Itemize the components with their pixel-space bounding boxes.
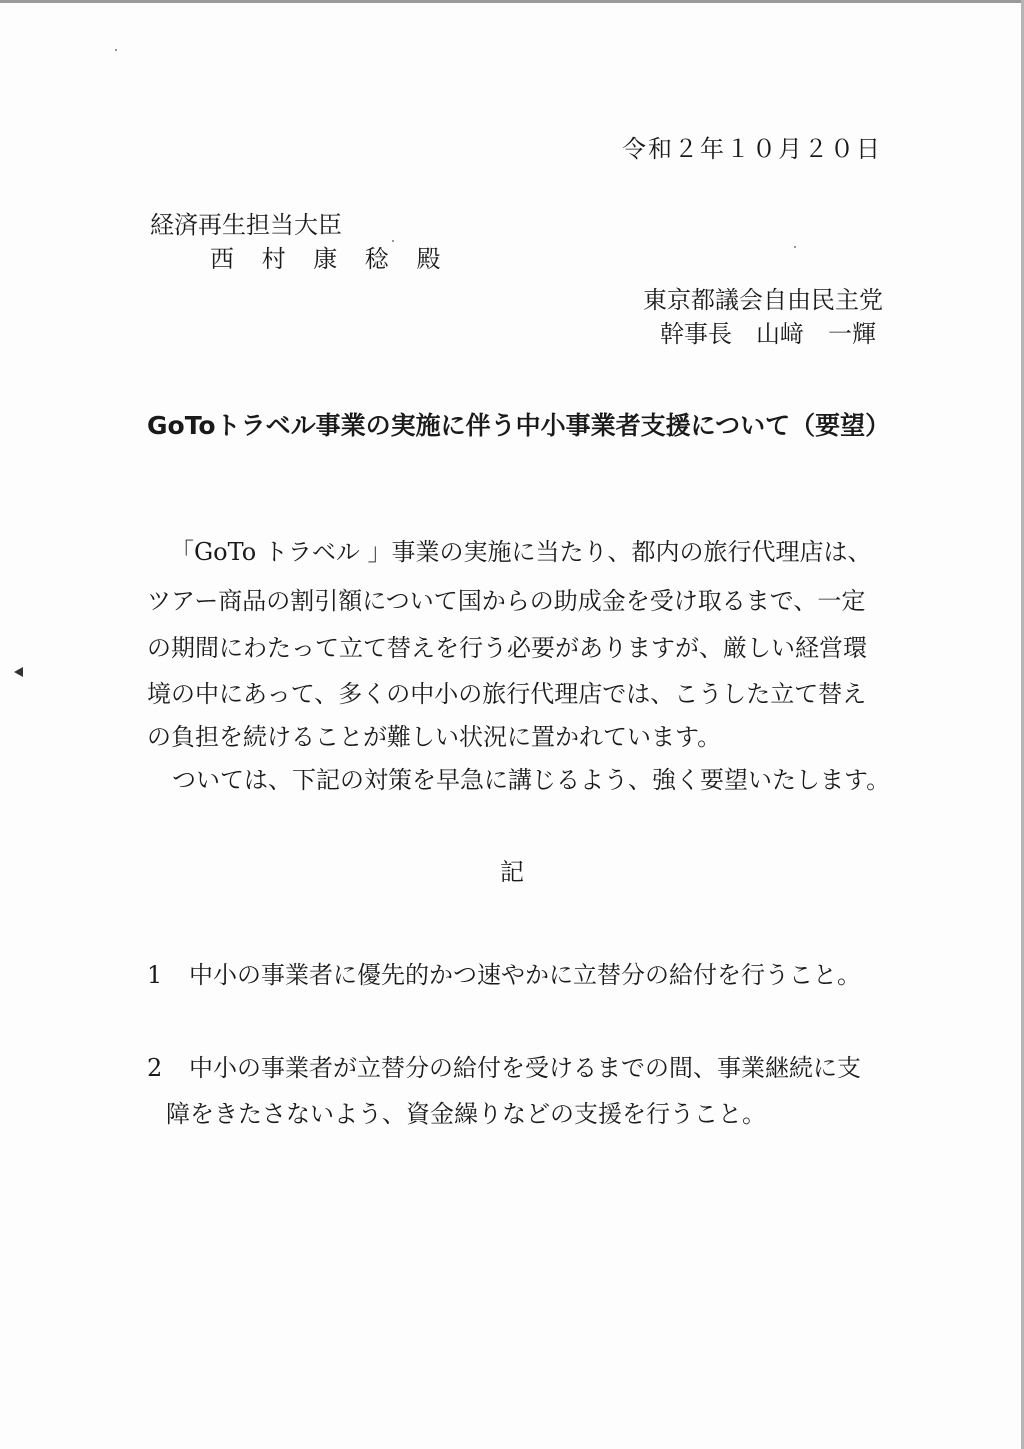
body-line: ツアー商品の割引額について国からの助成金を受け取るまで、一定 bbox=[147, 587, 866, 615]
item-number: 2 bbox=[147, 1054, 163, 1082]
ki-heading: 記 bbox=[500, 858, 524, 886]
body-line: 境の中にあって、多くの中小の旅行代理店では、こうした立て替え bbox=[147, 680, 867, 708]
list-item-continuation: 障をきたさないよう、資金繰りなどの支援を行うこと。 bbox=[166, 1100, 766, 1128]
scan-speck bbox=[794, 246, 796, 248]
body-line: ついては、下記の対策を早急に講じるよう、強く要望いたします。 bbox=[172, 766, 891, 794]
list-item bbox=[147, 1056, 861, 1080]
body-line: の期間にわたって立て替えを行う必要がありますが、厳しい経営環 bbox=[147, 634, 867, 662]
item-text: 中小の事業者が立替分の給付を受けるまでの間、事業継続に支 bbox=[189, 1054, 861, 1082]
document-subject: GoToトラベル事業の実施に伴う中小事業者支援について（要望） bbox=[147, 411, 891, 440]
scan-speck bbox=[115, 49, 117, 51]
margin-arrow-mark bbox=[14, 667, 23, 677]
item-text: 中小の事業者に優先的かつ速やかに立替分の給付を行うこと。 bbox=[189, 961, 861, 989]
sender-name: 幹事長 山﨑 一輝 bbox=[660, 320, 876, 348]
document-date: 令和２年１０月２０日 bbox=[622, 135, 882, 163]
scan-edge-top bbox=[0, 0, 1024, 3]
recipient-title: 経済再生担当大臣 bbox=[150, 211, 342, 239]
item-number: 1 bbox=[147, 961, 163, 989]
list-item bbox=[147, 963, 861, 987]
body-line: 「GoTo トラベル 」事業の実施に当たり、都内の旅行代理店は、 bbox=[170, 538, 872, 566]
sender-organization: 東京都議会自由民主党 bbox=[643, 286, 883, 314]
body-line: の負担を続けることが難しい状況に置かれています。 bbox=[147, 723, 722, 751]
recipient-name: 西 村 康 稔 殿 bbox=[210, 245, 451, 273]
scan-speck bbox=[392, 240, 394, 242]
